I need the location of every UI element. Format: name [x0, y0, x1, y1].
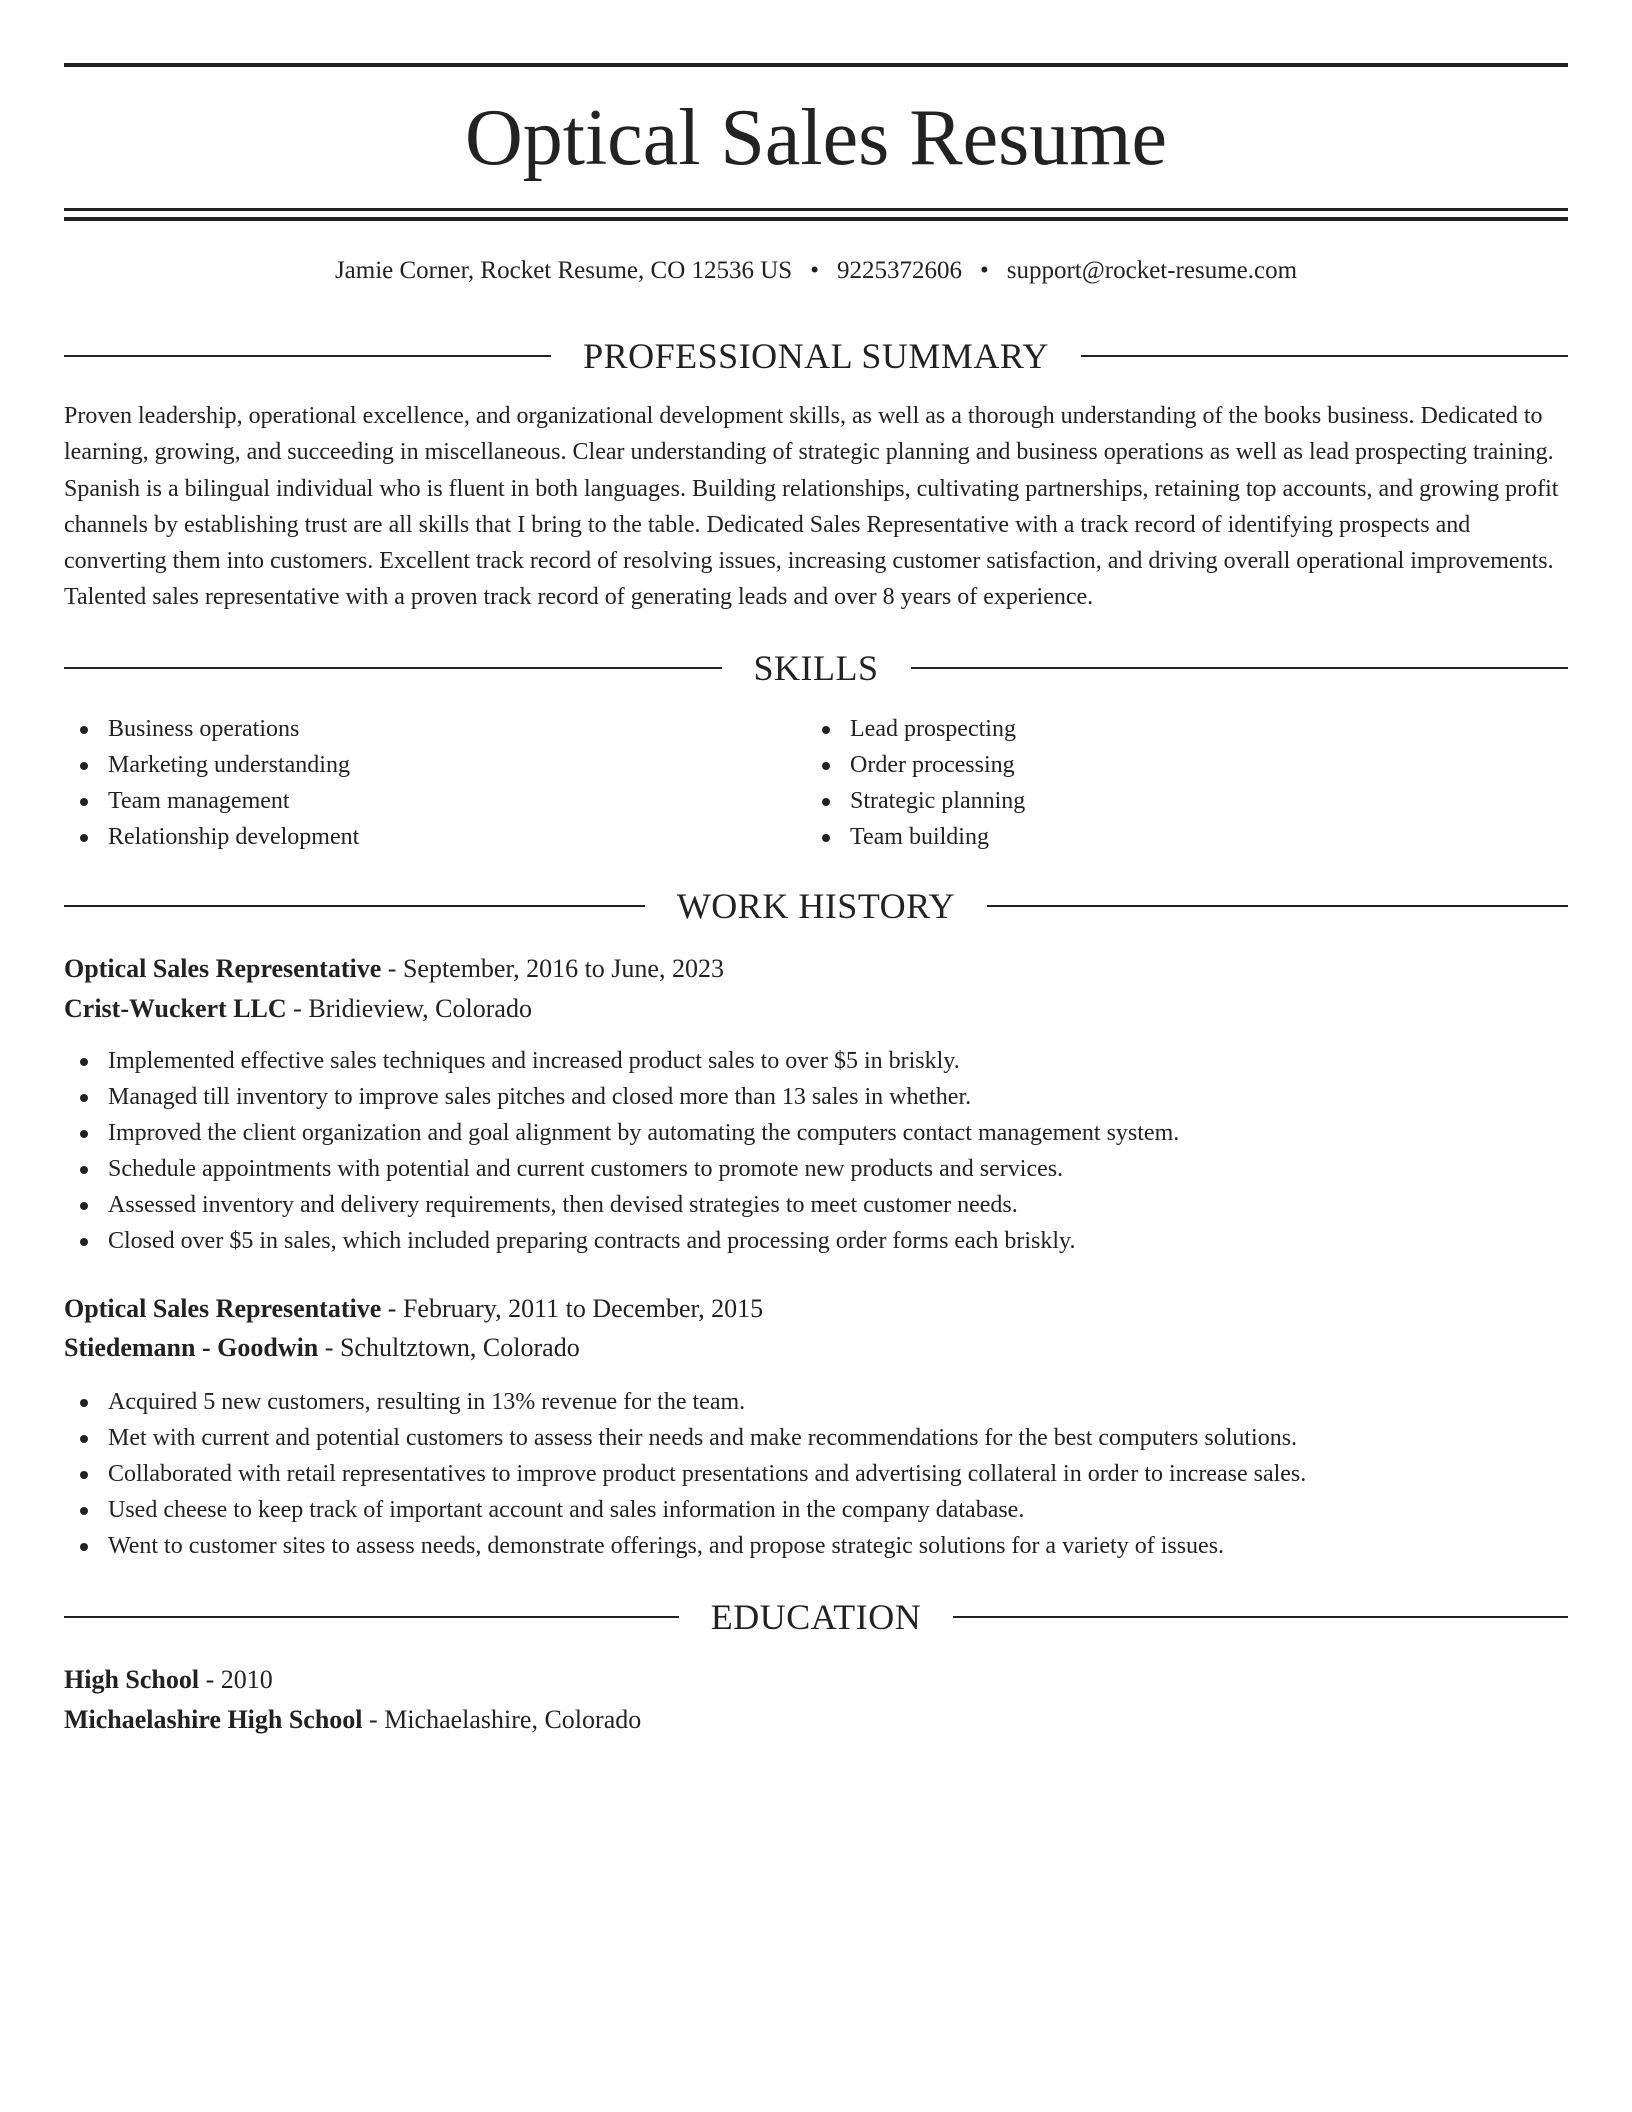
job-bullet: Collaborated with retail representatives to improve product presentations and advertising collateral in order to increase sales.: [64, 1456, 1568, 1492]
contact-address: Jamie Corner, Rocket Resume, CO 12536 US: [334, 257, 793, 284]
title-double-rule: [64, 208, 1568, 221]
dash: -: [381, 954, 403, 983]
job-title: Optical Sales Representative: [64, 1294, 382, 1323]
section-header-education: [64, 1595, 1568, 1639]
divider-line: [953, 1616, 1568, 1618]
skills-list-left: [64, 711, 764, 855]
divider-line: [987, 905, 1568, 907]
job-location: Bridieview, Colorado: [308, 994, 532, 1023]
education-school: Michaelashire High School: [64, 1705, 363, 1734]
dash: -: [199, 1665, 221, 1694]
job-bullet: Improved the client organization and goal alignment by automating the computers contact management system.: [64, 1115, 1568, 1151]
skill-item: Strategic planning: [806, 783, 1506, 819]
skill-item: Team management: [64, 783, 764, 819]
education-location: Michaelashire, Colorado: [384, 1705, 642, 1734]
divider-line: [64, 1616, 679, 1618]
section-header-skills: [64, 646, 1568, 690]
job-title: Optical Sales Representative: [64, 954, 382, 983]
contact-separator: •: [810, 257, 819, 284]
resume-title: Optical Sales Resume: [464, 94, 1168, 182]
education-school-line: [64, 1702, 1568, 1738]
section-title-summary: PROFESSIONAL SUMMARY: [583, 336, 1049, 376]
job-bullet: Used cheese to keep track of important account and sales information in the company database.: [64, 1492, 1568, 1528]
contact-separator: •: [979, 257, 989, 284]
contact-phone: 9225372606: [836, 257, 962, 284]
job-bullet: Schedule appointments with potential and current customers to promote new products and services.: [64, 1151, 1568, 1187]
job-company: Crist-Wuckert LLC: [64, 994, 287, 1023]
education-year: 2010: [220, 1665, 273, 1694]
skill-item: Lead prospecting: [806, 711, 1506, 747]
skills-list-right: [806, 711, 1506, 855]
education-degree-line: [64, 1662, 1568, 1698]
job-bullets: [64, 1043, 1568, 1259]
section-title-skills: SKILLS: [753, 648, 879, 688]
dash: -: [381, 1294, 403, 1323]
job-company-line: [64, 1330, 1568, 1366]
section-header-summary: [64, 334, 1568, 378]
job-location: Schultztown, Colorado: [339, 1333, 580, 1362]
job-bullet: Went to customer sites to assess needs, demonstrate offerings, and propose strategic solutions for a variety of issues.: [64, 1528, 1568, 1564]
job-dates: September, 2016 to June, 2023: [402, 954, 724, 983]
job-company-line: [64, 991, 1568, 1027]
section-header-work: [64, 884, 1568, 928]
divider-line: [1081, 355, 1568, 357]
skill-item: Marketing understanding: [64, 747, 764, 783]
section-title-work: WORK HISTORY: [676, 886, 956, 926]
job-bullet: Met with current and potential customers to assess their needs and make recommendations for the best computers solutions.: [64, 1420, 1568, 1456]
job-company: Stiedemann - Goodwin: [64, 1333, 319, 1362]
job-bullets: [64, 1384, 1568, 1564]
skill-item: Business operations: [64, 711, 764, 747]
divider-line: [64, 905, 645, 907]
job-bullet: Closed over $5 in sales, which included preparing contracts and processing order forms each briskly.: [64, 1223, 1568, 1259]
dash: -: [286, 994, 309, 1023]
job-title-line: [64, 951, 1568, 987]
divider-line: [64, 355, 551, 357]
section-title-education: EDUCATION: [710, 1597, 922, 1637]
skill-item: Order processing: [806, 747, 1506, 783]
education-degree: High School: [64, 1665, 200, 1694]
skill-item: Relationship development: [64, 819, 764, 855]
summary-text: Proven leadership, operational excellence, and organizational development skills, as well as a thorough understanding of the books business. Dedicated to learning, growing, and succeeding in miscellaneous. Clear understanding of strategic planning and business operations as well as lead prospecting training. Spanish is a bilingual individual who is fluent in both languages. Building relationships, cultivating partnerships, retaining top accounts, and growing profit channels by establishing trust are all skills that I bring to the table. Dedicated Sales Representative with a track record of identifying prospects and converting them into customers. Excellent track record of resolving issues, increasing customer satisfaction, and driving overall operational improvements. Talented sales representative with a proven track record of generating leads and over 8 years of experience.: [64, 403, 1559, 611]
top-rule: [64, 63, 1568, 67]
job-title-line: [64, 1291, 1568, 1327]
dash: -: [318, 1333, 340, 1362]
contact-email: support@rocket-resume.com: [1006, 257, 1298, 284]
dash: -: [362, 1705, 385, 1734]
skill-item: Team building: [806, 819, 1506, 855]
job-bullet: Implemented effective sales techniques and increased product sales to over $5 in briskly.: [64, 1043, 1568, 1079]
job-bullet: Assessed inventory and delivery requirements, then devised strategies to meet customer needs.: [64, 1187, 1568, 1223]
job-bullet: Acquired 5 new customers, resulting in 13% revenue for the team.: [64, 1384, 1568, 1420]
divider-line: [64, 667, 722, 669]
divider-line: [911, 667, 1569, 669]
contact-line: [64, 254, 1568, 288]
job-dates: February, 2011 to December, 2015: [402, 1294, 764, 1323]
job-bullet: Managed till inventory to improve sales pitches and closed more than 13 sales in whether.: [64, 1079, 1568, 1115]
